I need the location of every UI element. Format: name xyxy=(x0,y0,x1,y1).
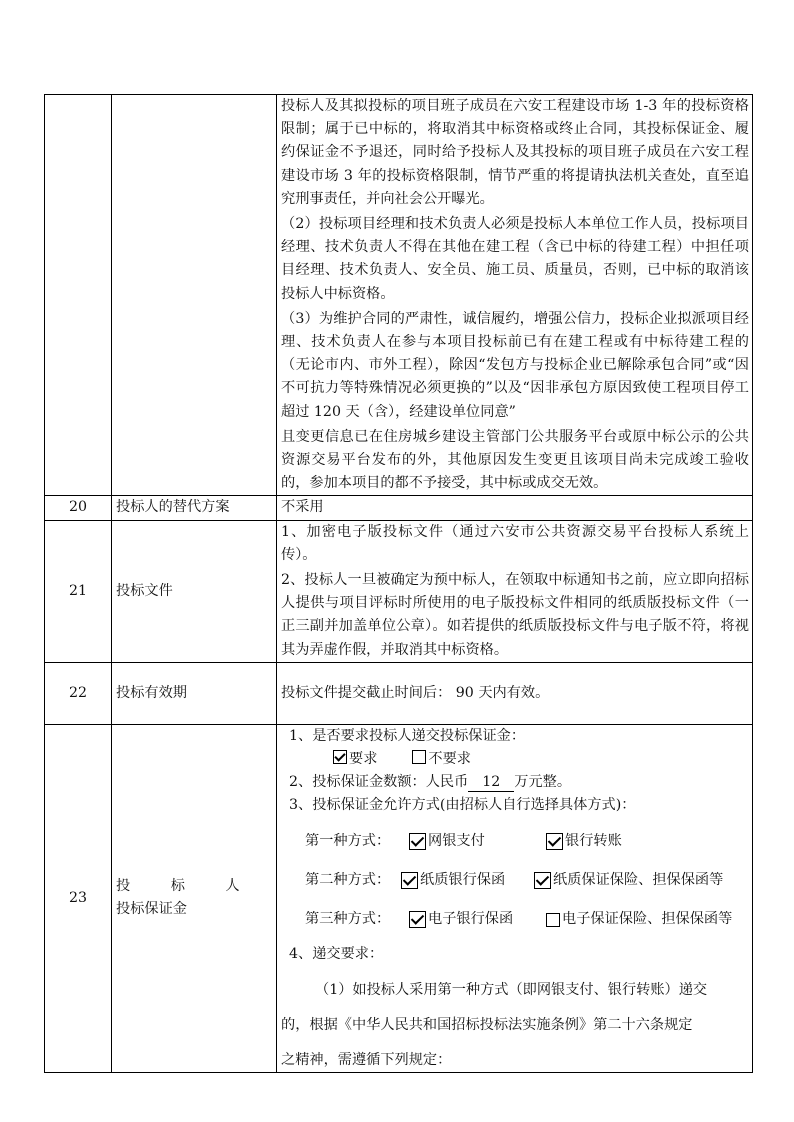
checkbox-not-require[interactable] xyxy=(412,750,426,764)
method-option-label: 纸质银行保函 xyxy=(420,871,506,888)
deposit-amount-line xyxy=(281,771,749,794)
row-item-line: 投标保证金 xyxy=(116,901,187,918)
checkbox-paper-bank-guarantee[interactable] xyxy=(401,872,418,889)
checkbox-online-banking[interactable] xyxy=(409,833,426,850)
require-deposit-options xyxy=(281,748,749,771)
row-number xyxy=(45,95,112,496)
question-require-deposit: 1、是否要求投标人递交投标保证金： xyxy=(289,727,526,744)
table-row-21 xyxy=(45,520,753,662)
content-paragraph: 投标文件提交截止时间后： 90 天内有效。 xyxy=(281,684,550,701)
row-number: 22 xyxy=(45,662,112,724)
method-label: 第三种方式： xyxy=(305,911,391,928)
table-row-20 xyxy=(45,496,753,520)
content-paragraph: （2）投标项目经理和技术负责人必须是投标人本单位工作人员，投标项目经理、技术负责人不得在其他在建工程（含已中标的待建工程）中担任项目经理、技术负责人、安全员、施工员、质量员，否则，已中标的取消该投标人中标资格。 xyxy=(281,216,749,302)
content-paragraph: 投标人及其拟投标的项目班子成员在六安工程建设市场 1-3 年的投标资格限制；属于已中标的，将取消其中标资格或终止合同，其投标保证金、履约保证金不予退还，同时给予投标人及其投标的项目班子成员在六安工程建设市场 3 年的投标资格限制，情节严重的将提请执法机关查处，直至追究刑事责任，并向社会公开曝光。 xyxy=(281,98,749,207)
option-not-require-label: 不要求 xyxy=(428,751,471,768)
requirement-line: 的，根据《中华人民共和国招标投标法实施条例》第二十六条规定 xyxy=(281,1016,693,1033)
row-item-line: 投 标 人 xyxy=(116,878,258,895)
row-item xyxy=(112,724,277,1072)
method-row-2 xyxy=(281,869,749,892)
method-label: 第二种方式： xyxy=(305,871,391,888)
checkbox-paper-insurance[interactable] xyxy=(534,872,551,889)
deposit-amount-prefix: 2、投标保证金数额：人民币 xyxy=(289,774,469,791)
row-content xyxy=(277,662,753,724)
row-item xyxy=(112,95,277,496)
submission-requirements-heading: 4、递交要求： xyxy=(289,946,384,963)
requirement-line: 之精神，需遵循下列规定： xyxy=(281,1051,452,1068)
option-require-label: 要求 xyxy=(349,751,378,768)
content-paragraph: 2、投标人一旦被确定为预中标人，在领取中标通知书之前，应立即向招标人提供与项目评标时所使用的电子版投标文件相同的纸质版投标文件（一正三副并加盖单位公章）。如若提供的纸质版投标文件与电子版不符，将视其为弄虚作假，并取消其中标资格。 xyxy=(281,572,749,658)
method-option-label: 电子保证保险、担保保函等 xyxy=(562,911,733,928)
deposit-amount-value: 12 xyxy=(468,773,514,792)
row-number: 20 xyxy=(45,496,112,520)
table-row-continuation xyxy=(45,95,753,496)
row-content xyxy=(277,496,753,520)
row-number: 21 xyxy=(45,520,112,662)
method-option-label: 电子银行保函 xyxy=(428,911,514,928)
content-paragraph: 不采用 xyxy=(281,499,324,516)
deposit-amount-suffix: 万元整。 xyxy=(514,774,572,791)
checkbox-electronic-bank-guarantee[interactable] xyxy=(409,911,426,928)
row-number: 23 xyxy=(45,724,112,1072)
content-paragraph: 1、加密电子版投标文件（通过六安市公共资源交易平台投标人系统上传）。 xyxy=(281,523,749,563)
method-option-label: 网银支付 xyxy=(428,832,485,849)
method-label: 第一种方式： xyxy=(305,832,391,849)
method-option-label: 银行转账 xyxy=(565,832,622,849)
checkbox-require[interactable] xyxy=(333,750,347,764)
row-content xyxy=(277,724,753,1072)
table-row-23 xyxy=(45,724,753,1072)
row-item: 投标有效期 xyxy=(112,662,277,724)
method-row-3 xyxy=(281,908,749,931)
content-paragraph: 且变更信息已在住房城乡建设主管部门公共服务平台或原中标公示的公共资源交易平台发布的外，其他原因发生变更且该项目尚未完成竣工验收的，参加本项目的都不予接受，其中标或成交无效。 xyxy=(281,428,749,492)
row-item: 投标文件 xyxy=(112,520,277,662)
checkbox-bank-transfer[interactable] xyxy=(546,833,563,850)
content-paragraph: （3）为维护合同的严肃性，诚信履约，增强公信力，投标企业拟派项目经理、技术负责人在参与本项目投标前已有在建工程或有中标待建工程的（无论市内、市外工程），除因“发包方与投标企业已解除承包合同”或“因不可抗力等特殊情况必须更换的”以及“因非承包方原因致使工程项目停工超过 120 天（含），经建设单位同意” xyxy=(281,310,749,420)
method-option-label: 纸质保证保险、担保保函等 xyxy=(553,871,724,888)
checkbox-electronic-insurance[interactable] xyxy=(546,913,560,927)
row-content xyxy=(277,520,753,662)
row-content xyxy=(277,95,753,496)
requirement-line: （1）如投标人采用第一种方式（即网银支付、银行转账）递交 xyxy=(315,981,708,998)
method-row-1 xyxy=(281,830,749,853)
question-allowed-methods: 3、投标保证金允许方式(由招标人自行选择具体方式)： xyxy=(289,797,636,814)
row-item: 投标人的替代方案 xyxy=(112,496,277,520)
table-row-22 xyxy=(45,662,753,724)
bid-data-table xyxy=(44,94,753,1073)
